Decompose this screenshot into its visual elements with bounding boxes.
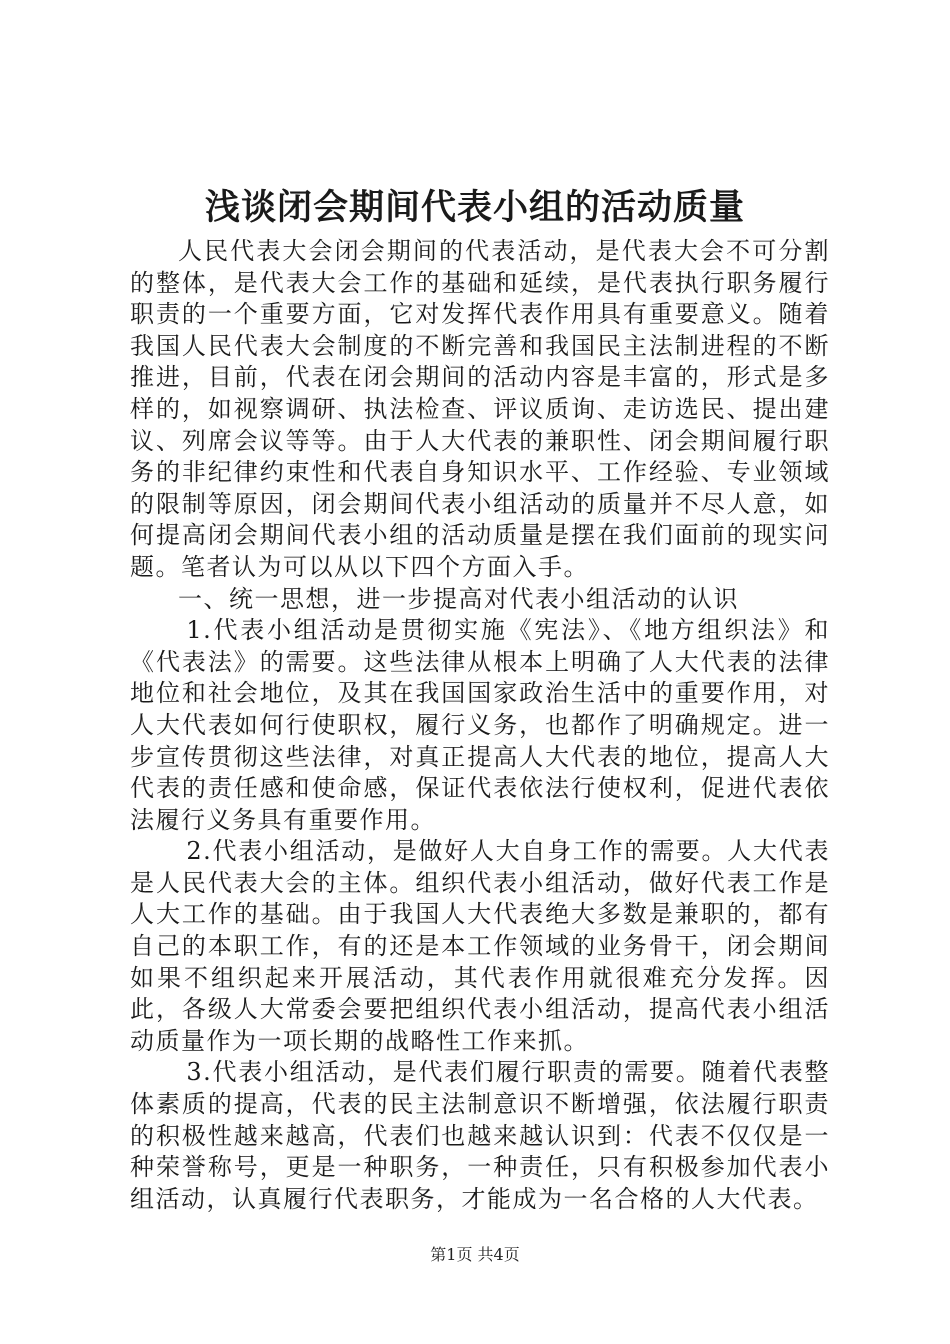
document-body bbox=[130, 236, 830, 1215]
point-2-paragraph: 2.代表小组活动，是做好人大自身工作的需要。人大代表是人民代表大会的主体。组织代表小组活动，做好代表工作是人大工作的基础。由于我国人大代表绝大多数是兼职的，都有自己的本职工作，有的还是本工作领域的业务骨干，闭会期间如果不组织起来开展活动，其代表作用就很难充分发挥。因此，各级人大常委会要把组织代表小组活动，提高代表小组活动质量作为一项长期的战略性工作来抓。 bbox=[130, 837, 830, 1055]
page-number-footer: 第1页 共4页 bbox=[430, 1245, 520, 1264]
section-heading: 一、统一思想，进一步提高对代表小组活动的认识 bbox=[178, 584, 739, 613]
point-1-paragraph: 1.代表小组活动是贯彻实施《宪法》、《地方组织法》和《代表法》的需要。这些法律从根本上明确了人大代表的法律地位和社会地位，及其在我国国家政治生活中的重要作用，对人大代表如何行使职权，履行义务，也都作了明确规定。进一步宣传贯彻这些法律，对真正提高人大代表的地位，提高人大代表的责任感和使命感，保证代表依法行使权利，促进代表依法履行义务具有重要作用。 bbox=[130, 616, 830, 834]
document-title: 浅谈闭会期间代表小组的活动质量 bbox=[204, 187, 745, 228]
intro-paragraph: 人民代表大会闭会期间的代表活动，是代表大会不可分割的整体，是代表大会工作的基础和延续，是代表执行职务履行职责的一个重要方面，它对发挥代表作用具有重要意义。随着我国人民代表大会制度的不断完善和我国民主法制进程的不断推进，目前，代表在闭会期间的活动内容是丰富的，形式是多样的，如视察调研、执法检查、评议质询、走访选民、提出建议、列席会议等等。由于人大代表的兼职性、闭会期间履行职务的非纪律约束性和代表自身知识水平、工作经验、专业领域的限制等原因，闭会期间代表小组活动的质量并不尽人意，如何提高闭会期间代表小组的活动质量是摆在我们面前的现实问题。笔者认为可以从以下四个方面入手。 bbox=[130, 237, 830, 581]
point-3-paragraph: 3.代表小组活动，是代表们履行职责的需要。随着代表整体素质的提高，代表的民主法制意识不断增强，依法履行职责的积极性越来越高，代表们也越来越认识到：代表不仅仅是一种荣誉称号，更是一种职务，一种责任，只有积极参加代表小组活动，认真履行代表职务，才能成为一名合格的人大代表。 bbox=[130, 1058, 830, 1213]
